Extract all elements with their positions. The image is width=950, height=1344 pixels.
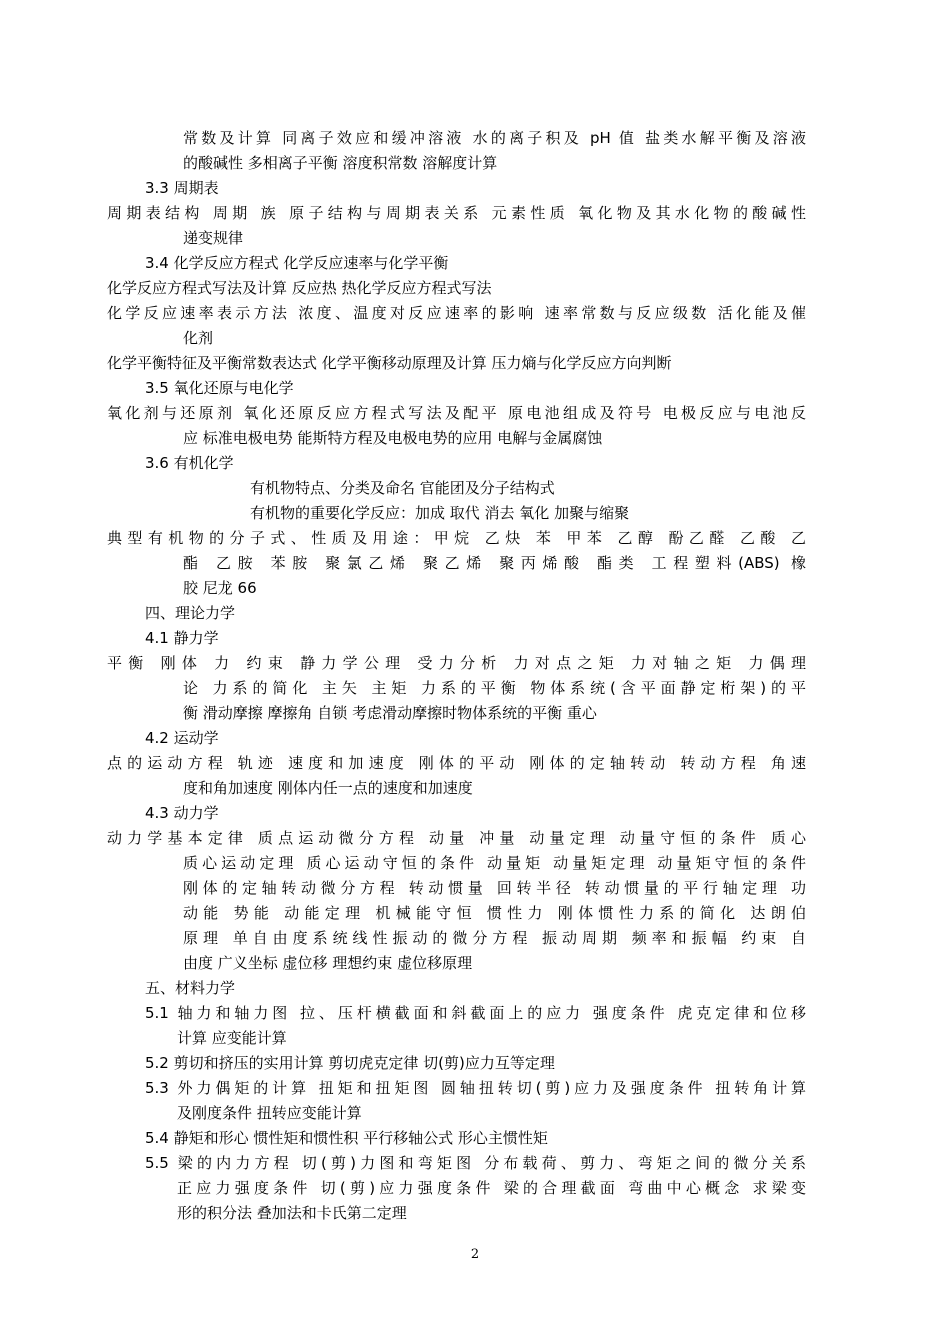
text-line: 常数及计算 同离子效应和缓冲溶液 水的离子积及 pH 值 盐类水解平衡及溶液 — [183, 129, 806, 147]
chapter-heading: 五、材料力学 — [145, 979, 236, 997]
section-heading: 3.3 周期表 — [145, 179, 219, 197]
text-line: 5.2 剪切和挤压的实用计算 剪切虎克定律 切(剪)应力互等定理 — [145, 1054, 555, 1072]
text-line: 胶 尼龙 66 — [183, 579, 257, 597]
text-line: 氧化剂与还原剂 氧化还原反应方程式写法及配平 原电池组成及符号 电极反应与电池反 — [107, 404, 806, 422]
text-line: 有机物特点、分类及命名 官能团及分子结构式 — [250, 479, 555, 497]
text-line: 动力学基本定律 质点运动微分方程 动量 冲量 动量定理 动量守恒的条件 质心 — [107, 829, 806, 847]
text-line: 典型有机物的分子式、性质及用途：甲烷 乙炔 苯 甲苯 乙醇 酚乙醛 乙酸 乙 — [107, 529, 806, 547]
text-line: 5.4 静矩和形心 惯性矩和惯性积 平行移轴公式 形心主惯性矩 — [145, 1129, 548, 1147]
text-line: 动能 势能 动能定理 机械能守恒 惯性力 刚体惯性力系的简化 达朗伯 — [183, 904, 806, 922]
text-line: 化剂 — [183, 329, 214, 347]
text-line: 由度 广义坐标 虚位移 理想约束 虚位移原理 — [183, 954, 473, 972]
text-line: 递变规律 — [183, 229, 244, 247]
section-heading: 4.1 静力学 — [145, 629, 219, 647]
text-line: 平衡 刚体 力 约束 静力学公理 受力分析 力对点之矩 力对轴之矩 力偶理 — [107, 654, 806, 672]
text-line: 及刚度条件 扭转应变能计算 — [177, 1104, 362, 1122]
text-line: 点的运动方程 轨迹 速度和加速度 刚体的平动 刚体的定轴转动 转动方程 角速 — [107, 754, 806, 772]
text-line: 论 力系的简化 主矢 主矩 力系的平衡 物体系统(含平面静定桁架)的平 — [183, 679, 806, 697]
text-line: 刚体的定轴转动微分方程 转动惯量 回转半径 转动惯量的平行轴定理 功 — [183, 879, 806, 897]
text-line: 原理 单自由度系统线性振动的微分方程 振动周期 频率和振幅 约束 自 — [183, 929, 806, 947]
text-line: 形的积分法 叠加法和卡氏第二定理 — [177, 1204, 407, 1222]
text-line: 5.3 外力偶矩的计算 扭矩和扭矩图 圆轴扭转切(剪)应力及强度条件 扭转角计算 — [145, 1079, 806, 1097]
text-line: 应 标准电极电势 能斯特方程及电极电势的应用 电解与金属腐蚀 — [183, 429, 603, 447]
text-line: 质心运动定理 质心运动守恒的条件 动量矩 动量矩定理 动量矩守恒的条件 — [183, 854, 806, 872]
text-line: 有机物的重要化学反应：加成 取代 消去 氧化 加聚与缩聚 — [250, 504, 630, 522]
text-line: 化学反应方程式写法及计算 反应热 热化学反应方程式写法 — [107, 279, 492, 297]
text-line: 5.5 梁的内力方程 切(剪)力图和弯矩图 分布载荷、剪力、弯矩之间的微分关系 — [145, 1154, 806, 1172]
text-line: 5.1 轴力和轴力图 拉、压杆横截面和斜截面上的应力 强度条件 虎克定律和位移 — [145, 1004, 806, 1022]
text-line: 化学平衡特征及平衡常数表达式 化学平衡移动原理及计算 压力熵与化学反应方向判断 — [107, 354, 672, 372]
page-number: 2 — [470, 1247, 480, 1262]
text-line: 化学反应速率表示方法 浓度、温度对反应速率的影响 速率常数与反应级数 活化能及催 — [107, 304, 806, 322]
section-heading: 4.2 运动学 — [145, 729, 219, 747]
section-heading: 3.4 化学反应方程式 化学反应速率与化学平衡 — [145, 254, 449, 272]
text-line: 酯 乙胺 苯胺 聚氯乙烯 聚乙烯 聚丙烯酸 酯类 工程塑料(ABS) 橡 — [183, 554, 806, 572]
section-heading: 3.6 有机化学 — [145, 454, 234, 472]
section-heading: 4.3 动力学 — [145, 804, 219, 822]
section-heading: 3.5 氧化还原与电化学 — [145, 379, 294, 397]
chapter-heading: 四、理论力学 — [145, 604, 236, 622]
text-line: 正应力强度条件 切(剪)应力强度条件 梁的合理截面 弯曲中心概念 求梁变 — [177, 1179, 806, 1197]
text-line: 的酸碱性 多相离子平衡 溶度积常数 溶解度计算 — [183, 154, 498, 172]
text-line: 度和角加速度 刚体内任一点的速度和加速度 — [183, 779, 473, 797]
text-line: 衡 滑动摩擦 摩擦角 自锁 考虑滑动摩擦时物体系统的平衡 重心 — [183, 704, 597, 722]
text-line: 计算 应变能计算 — [177, 1029, 287, 1047]
text-line: 周期表结构 周期 族 原子结构与周期表关系 元素性质 氧化物及其水化物的酸碱性 — [107, 204, 806, 222]
